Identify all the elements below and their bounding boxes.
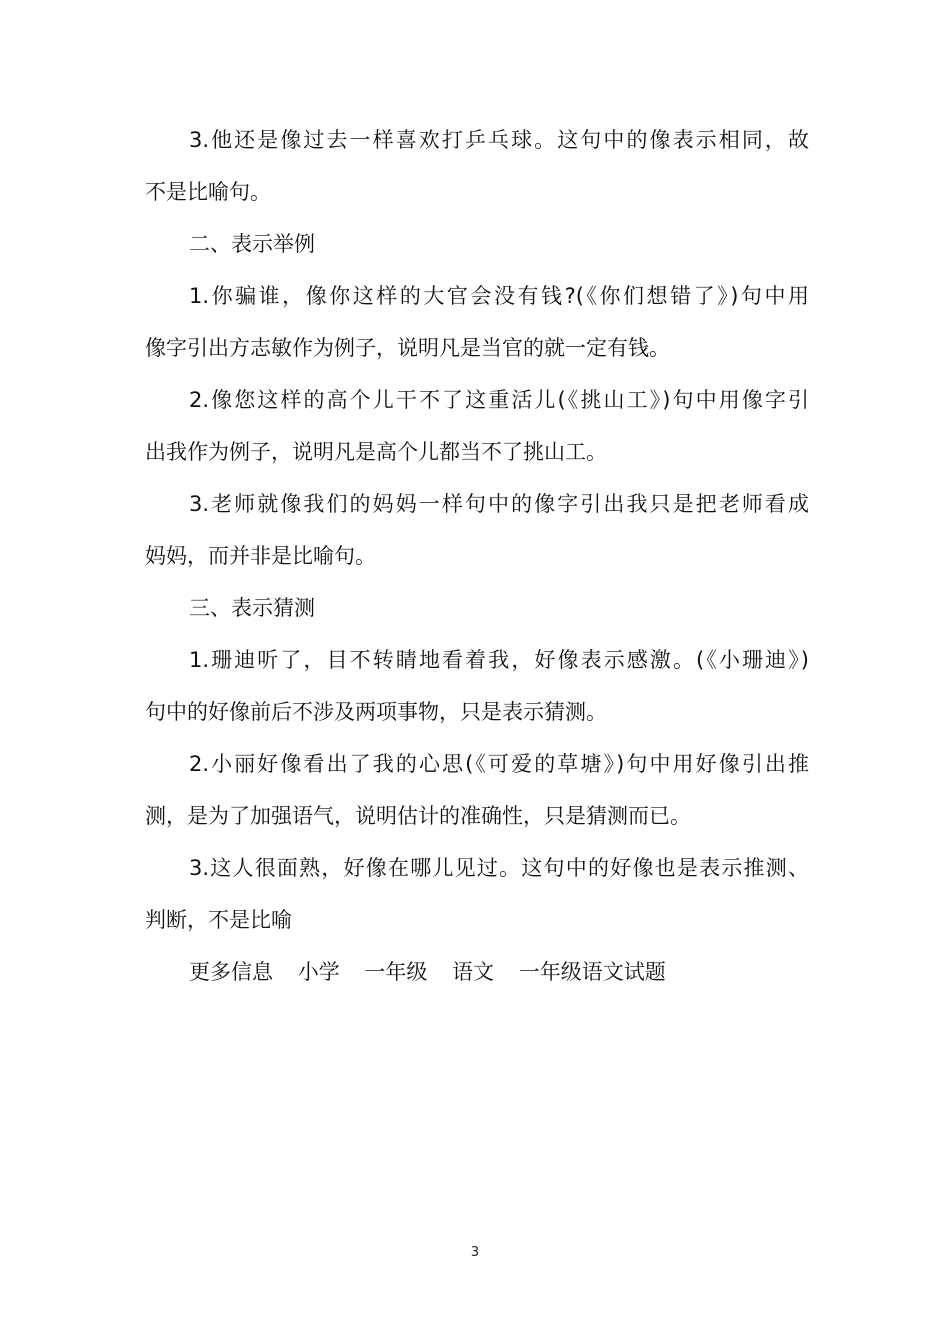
more-info-link-grade[interactable]: 一年级 (364, 960, 428, 984)
more-info-label: 更多信息 (189, 960, 273, 984)
paragraph-line: 2.像您这样的高个儿干不了这重活儿(《挑山工》)句中用像字引 (189, 388, 809, 412)
paragraph-line: 判断，不是比喻 (145, 908, 292, 932)
section-heading: 三、表示猜测 (189, 596, 315, 620)
paragraph-line: 测，是为了加强语气，说明估计的准确性，只是猜测而已。 (145, 804, 691, 828)
paragraph-line: 1.珊迪听了，目不转睛地看着我，好像表示感激。(《小珊迪》) (189, 648, 809, 672)
page-number: 3 (470, 1245, 480, 1260)
paragraph-line: 2.小丽好像看出了我的心思(《可爱的草塘》)句中用好像引出推 (189, 752, 809, 776)
paragraph-line: 像字引出方志敏作为例子，说明凡是当官的就一定有钱。 (145, 336, 670, 360)
more-info-link-primary[interactable]: 小学 (297, 960, 340, 984)
paragraph-line: 句中的好像前后不涉及两项事物，只是表示猜测。 (145, 700, 607, 724)
paragraph-line: 3.他还是像过去一样喜欢打乒乓球。这句中的像表示相同，故 (189, 128, 809, 152)
paragraph-line: 3.这人很面熟，好像在哪儿见过。这句中的好像也是表示推测、 (189, 856, 809, 880)
more-info-link-tests[interactable]: 一年级语文试题 (518, 960, 666, 984)
section-heading: 二、表示举例 (189, 232, 315, 256)
paragraph-line: 妈妈，而并非是比喻句。 (145, 544, 376, 568)
paragraph-line: 不是比喻句。 (145, 180, 271, 204)
paragraph-line: 出我作为例子，说明凡是高个儿都当不了挑山工。 (145, 440, 607, 464)
paragraph-line: 1.你骗谁，像你这样的大官会没有钱?(《你们想错了》)句中用 (189, 284, 809, 308)
paragraph-line: 3.老师就像我们的妈妈一样句中的像字引出我只是把老师看成 (189, 492, 809, 516)
more-info-row (189, 957, 684, 987)
more-info-link-subject[interactable]: 语文 (452, 960, 495, 984)
